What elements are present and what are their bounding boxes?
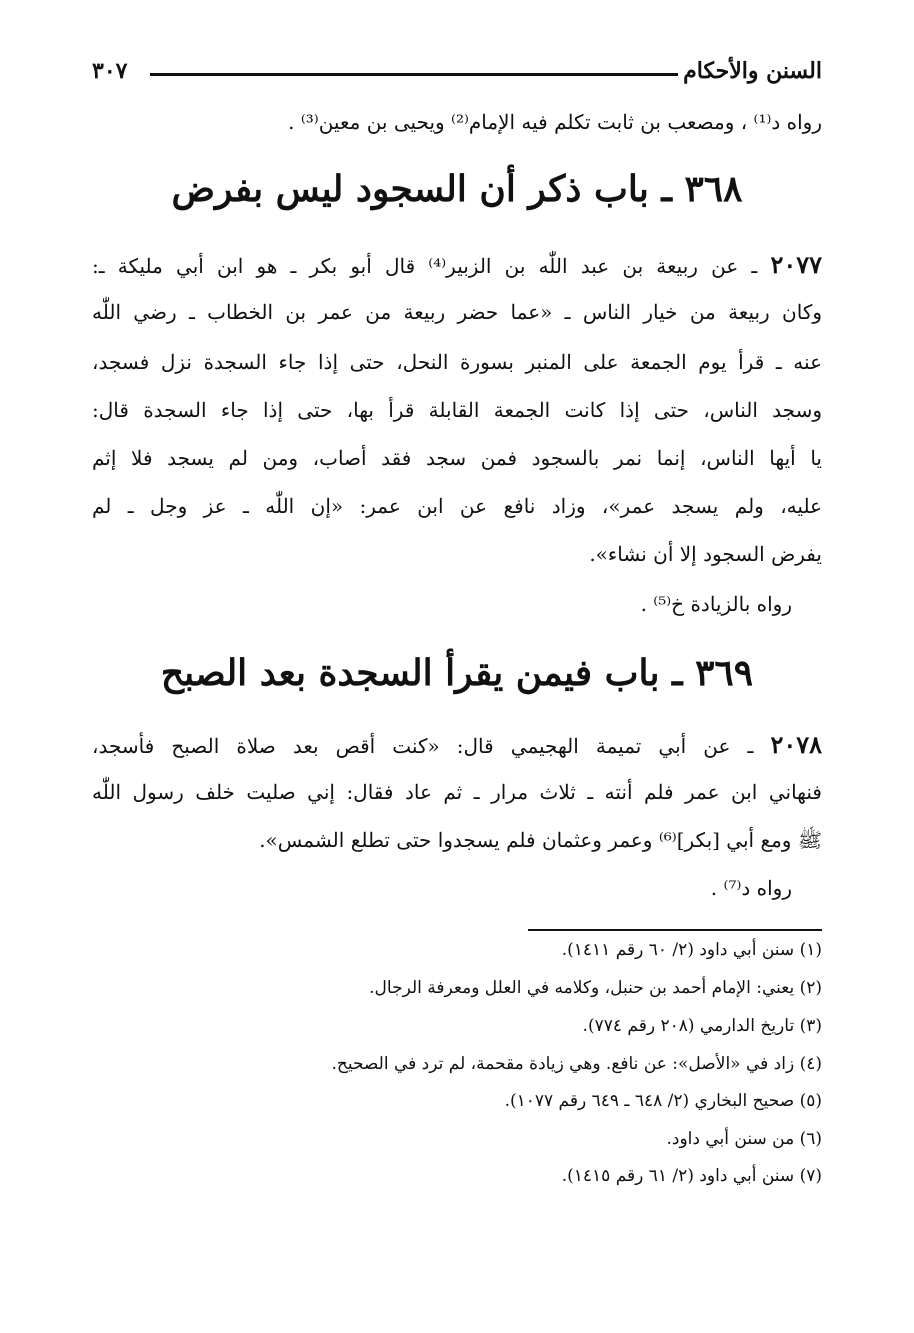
section-heading-368: ٣٦٨ ـ باب ذكر أن السجود ليس بفرض xyxy=(171,168,743,210)
running-header-title: السنن والأحكام xyxy=(683,58,822,84)
intro-line: رواه د⁽¹⁾ ، ومصعب بن ثابت تكلم فيه الإمام⁽²⁾ ويحيى بن معين⁽³⁾ . xyxy=(288,110,822,134)
footnote-3: (٣) تاريخ الدارمي (٢٠٨ رقم ٧٧٤). xyxy=(582,1016,822,1036)
hadith-number: ٢٠٧٧ xyxy=(770,250,822,279)
hadith-2077-line-3: عنه ـ قرأ يوم الجمعة على المنبر بسورة النحل، حتى إذا جاء السجدة نزل فسجد، xyxy=(92,350,822,374)
section-heading-369: ٣٦٩ ـ باب فيمن يقرأ السجدة بعد الصبح xyxy=(160,652,754,694)
header-rule xyxy=(150,73,678,76)
hadith-2077-line-2: وكان ربيعة من خيار الناس ـ «عما حضر ربيعة من عمر بن الخطاب ـ رضي اللّٰه xyxy=(92,300,822,324)
hadith-2077-line-6: عليه، ولم يسجد عمر»، وزاد نافع عن ابن عمر: «إن اللّٰه ـ عز وجل ـ لم xyxy=(92,494,822,518)
hadith-2078-line-2: فنهاني ابن عمر فلم أنته ـ ثلاث مرار ـ ثم عاد فقال: إني صليت خلف رسول اللّٰه xyxy=(92,780,822,804)
footnote-1: (١) سنن أبي داود (٢/ ٦٠ رقم ١٤١١). xyxy=(561,940,822,960)
page-number: ٣٠٧ xyxy=(92,58,128,84)
hadith-2078-line-3: ﷺ ومع أبي [بكر]⁽⁶⁾ وعمر وعثمان فلم يسجدوا حتى تطلع الشمس». xyxy=(259,828,822,852)
riwaya-2078: رواه د⁽⁷⁾ . xyxy=(710,876,792,900)
hadith-2077-line-1 xyxy=(92,250,822,279)
hadith-text: ـ عن أبي تميمة الهجيمي قال: «كنت أقص بعد صلاة الصبح فأسجد، xyxy=(92,734,754,758)
footnote-2: (٢) يعني: الإمام أحمد بن حنبل، وكلامه في العلل ومعرفة الرجال. xyxy=(369,978,822,998)
footnote-rule xyxy=(528,929,822,931)
hadith-2077-line-4: وسجد الناس، حتى إذا كانت الجمعة القابلة قرأ بها، حتى إذا جاء السجدة قال: xyxy=(92,398,822,422)
footnote-6: (٦) من سنن أبي داود. xyxy=(666,1129,822,1149)
hadith-text: ـ عن ربيعة بن عبد اللّٰه بن الزبير⁽⁴⁾ قال أبو بكر ـ هو ابن أبي مليكة ـ: xyxy=(92,254,758,278)
footnote-7: (٧) سنن أبي داود (٢/ ٦١ رقم ١٤١٥). xyxy=(561,1166,822,1186)
hadith-2078-line-1 xyxy=(92,730,822,759)
hadith-number: ٢٠٧٨ xyxy=(770,730,822,759)
hadith-2077-line-5: يا أيها الناس، إنما نمر بالسجود فمن سجد فقد أصاب، ومن لم يسجد فلا إثم xyxy=(92,446,822,470)
riwaya-2077: رواه بالزيادة خ⁽⁵⁾ . xyxy=(640,592,792,616)
footnote-5: (٥) صحيح البخاري (٢/ ٦٤٨ ـ ٦٤٩ رقم ١٠٧٧). xyxy=(504,1091,822,1111)
hadith-2077-line-7: يفرض السجود إلا أن نشاء». xyxy=(589,542,822,566)
footnote-4: (٤) زاد في «الأصل»: عن نافع. وهي زيادة مقحمة، لم ترد في الصحيح. xyxy=(331,1054,822,1074)
